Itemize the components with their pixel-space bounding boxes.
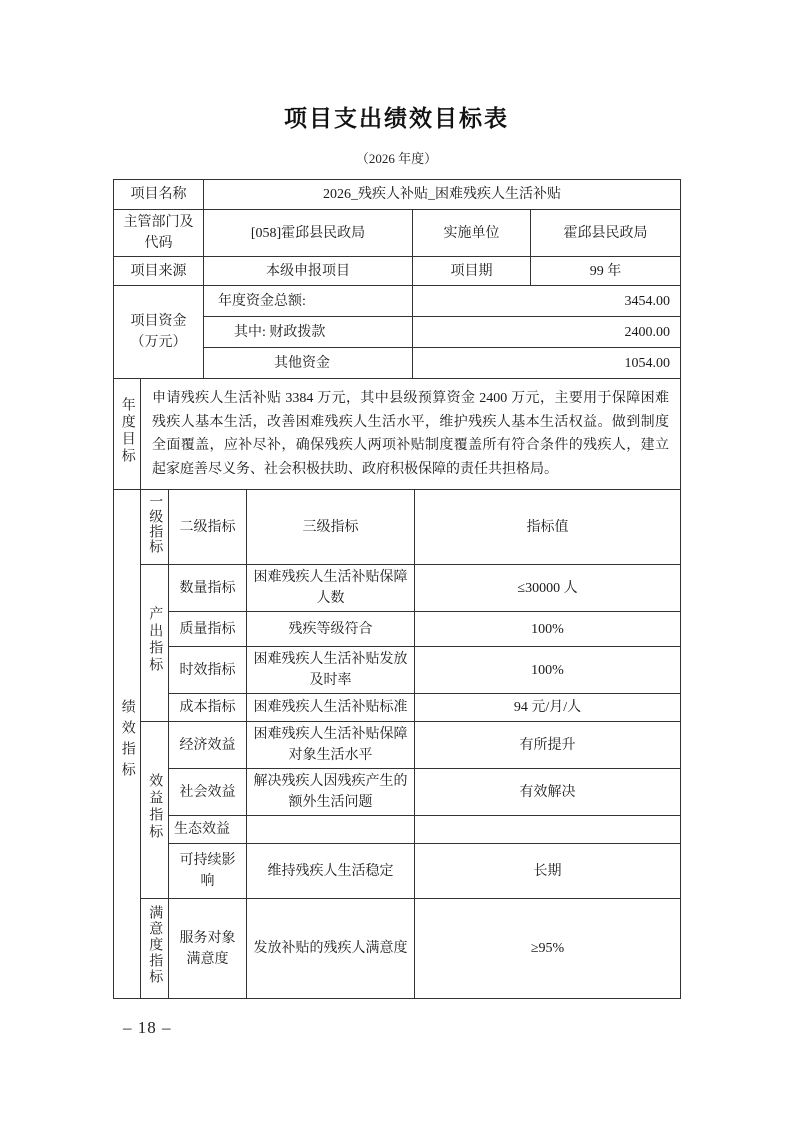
- sustainability-desc: 维持残疾人生活稳定: [247, 844, 415, 899]
- annual-goal-label: 年度目标: [114, 379, 141, 490]
- project-name-label: 项目名称: [114, 180, 204, 210]
- group-satisfaction-label: 满意度指标: [141, 899, 169, 999]
- source-value: 本级申报项目: [204, 257, 413, 286]
- fiscal-allocation-value: 2400.00: [413, 317, 681, 348]
- indicators-table: [113, 489, 681, 999]
- social-benefit-label: 社会效益: [169, 769, 247, 816]
- header-level3: 三级指标: [247, 490, 415, 565]
- fiscal-allocation-label: 其中: 财政拨款: [204, 317, 413, 348]
- quantity-indicator-desc: 困难残疾人生活补贴保障人数: [247, 565, 415, 612]
- quality-indicator-value: 100%: [415, 612, 681, 647]
- social-benefit-desc: 解决残疾人因残疾产生的额外生活问题: [247, 769, 415, 816]
- timeliness-indicator-label: 时效指标: [169, 647, 247, 694]
- funds-label: 项目资金（万元）: [114, 286, 204, 379]
- page-subtitle: （2026 年度）: [355, 151, 438, 166]
- economic-benefit-label: 经济效益: [169, 722, 247, 769]
- ecological-benefit-label: 生态效益: [169, 816, 247, 844]
- impl-unit-label: 实施单位: [413, 210, 531, 257]
- quantity-indicator-label: 数量指标: [169, 565, 247, 612]
- header-level2: 二级指标: [169, 490, 247, 565]
- other-funds-label: 其他资金: [204, 348, 413, 379]
- satisfaction-indicator-desc: 发放补贴的残疾人满意度: [247, 899, 415, 999]
- perf-indicators-label: 绩效指标: [114, 490, 141, 999]
- quantity-indicator-value: ≤30000 人: [415, 565, 681, 612]
- quality-indicator-desc: 残疾等级符合: [247, 612, 415, 647]
- source-label: 项目来源: [114, 257, 204, 286]
- period-label: 项目期: [413, 257, 531, 286]
- ecological-benefit-desc: [247, 816, 415, 844]
- economic-benefit-desc: 困难残疾人生活补贴保障对象生活水平: [247, 722, 415, 769]
- cost-indicator-label: 成本指标: [169, 694, 247, 722]
- group-benefit-label: 效益指标: [141, 722, 169, 899]
- header-level1: 一级指标: [141, 490, 169, 565]
- dept-label: 主管部门及代码: [114, 210, 204, 257]
- annual-total-label: 年度资金总额:: [204, 286, 413, 317]
- annual-total-value: 3454.00: [413, 286, 681, 317]
- group-output-label: 产出指标: [141, 565, 169, 722]
- header-value: 指标值: [415, 490, 681, 565]
- dept-value: [058]霍邱县民政局: [204, 210, 413, 257]
- ecological-benefit-value: [415, 816, 681, 844]
- period-value: 99 年: [531, 257, 681, 286]
- timeliness-indicator-value: 100%: [415, 647, 681, 694]
- social-benefit-value: 有效解决: [415, 769, 681, 816]
- performance-table: [113, 179, 680, 999]
- page-title: 项目支出绩效目标表: [284, 105, 509, 131]
- impl-unit-value: 霍邱县民政局: [531, 210, 681, 257]
- cost-indicator-desc: 困难残疾人生活补贴标准: [247, 694, 415, 722]
- sustainability-value: 长期: [415, 844, 681, 899]
- cost-indicator-value: 94 元/月/人: [415, 694, 681, 722]
- project-name-value: 2026_残疾人补贴_困难残疾人生活补贴: [204, 180, 681, 210]
- satisfaction-indicator-label: 服务对象满意度: [169, 899, 247, 999]
- satisfaction-indicator-value: ≥95%: [415, 899, 681, 999]
- project-info-table: [113, 179, 681, 379]
- sustainability-label: 可持续影响: [169, 844, 247, 899]
- annual-goal-text: 申请残疾人生活补贴 3384 万元，其中县级预算资金 2400 万元，主要用于保障困难残疾人基本生活，改善困难残疾人生活水平，维护残疾人基本生活权益。做到制度全面覆盖，应补尽补，确保残疾人两项补贴制度覆盖所有符合条件的残疾人，建立起家庭善尽义务、社会积极扶助、政府积极保障的责任共担格局。: [141, 379, 681, 490]
- page-number: – 18 –: [123, 1018, 172, 1037]
- quality-indicator-label: 质量指标: [169, 612, 247, 647]
- timeliness-indicator-desc: 困难残疾人生活补贴发放及时率: [247, 647, 415, 694]
- economic-benefit-value: 有所提升: [415, 722, 681, 769]
- annual-goal-table: [113, 378, 681, 490]
- other-funds-value: 1054.00: [413, 348, 681, 379]
